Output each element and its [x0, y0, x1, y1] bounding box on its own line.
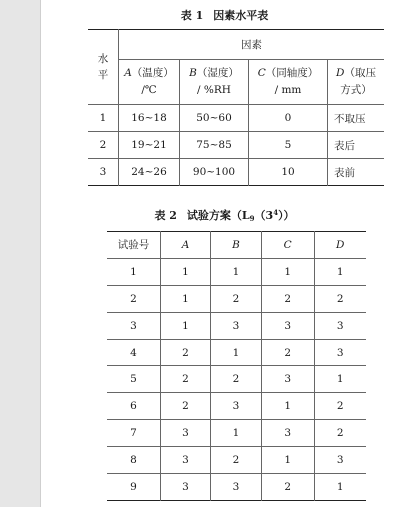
test-plan-table-body: [107, 232, 366, 501]
test-number-cell: 8: [107, 447, 161, 474]
level-header-char-1: 水: [97, 53, 109, 65]
factor-column-header: C: [261, 232, 314, 259]
test-plan-table: [107, 231, 366, 501]
level-cell: 2: [88, 132, 119, 159]
table2-caption-title: 试验方案（L: [186, 209, 250, 222]
factor-level-cell: 3: [261, 366, 314, 393]
table2-caption-mid: （3: [254, 209, 274, 222]
factor-level-cell: 2: [314, 420, 366, 447]
factor-c-unit: / mm: [274, 84, 302, 96]
factor-b-name: （湿度）: [196, 67, 239, 79]
factor-level-cell: 1: [161, 312, 211, 339]
factor-level-cell: 1: [211, 258, 262, 285]
factor-column-header: B: [211, 232, 262, 259]
test-number-cell: 5: [107, 366, 161, 393]
factor-d-unit: 方式）: [340, 84, 372, 96]
factor-level-cell: 2: [314, 285, 366, 312]
table1-header-row-2: [88, 60, 384, 105]
factor-a-name: （温度）: [131, 67, 174, 79]
factor-b-value: 90~100: [180, 159, 249, 186]
factor-b-value: 75~85: [180, 132, 249, 159]
factor-d-value: 不取压: [328, 105, 385, 132]
factor-level-cell: 1: [211, 420, 262, 447]
factor-level-cell: 3: [211, 474, 262, 501]
factor-a-value: 24~26: [119, 159, 180, 186]
factor-level-cell: 1: [261, 258, 314, 285]
factor-level-cell: 2: [211, 366, 262, 393]
table-row: [107, 258, 366, 285]
factor-d-letter: D: [336, 67, 345, 79]
factor-level-cell: 3: [211, 393, 262, 420]
factor-a-header: [119, 60, 180, 105]
factor-level-cell: 1: [314, 258, 366, 285]
table-row: [107, 420, 366, 447]
table-row: [107, 447, 366, 474]
test-number-cell: 2: [107, 285, 161, 312]
factor-level-cell: 2: [314, 393, 366, 420]
factor-level-cell: 2: [161, 366, 211, 393]
factor-level-cell: 2: [161, 393, 211, 420]
level-cell: 1: [88, 105, 119, 132]
table2-header-row: [107, 232, 366, 259]
table-row: [107, 339, 366, 366]
factor-level-cell: 3: [314, 339, 366, 366]
factor-level-cell: 1: [314, 366, 366, 393]
factor-a-value: 16~18: [119, 105, 180, 132]
factor-c-letter: C: [257, 67, 266, 79]
factor-level-cell: 2: [261, 474, 314, 501]
factor-level-cell: 3: [314, 447, 366, 474]
left-sidebar: [0, 0, 40, 507]
factor-level-cell: 3: [161, 420, 211, 447]
factor-level-cell: 3: [261, 312, 314, 339]
test-number-cell: 7: [107, 420, 161, 447]
table-row: [88, 132, 384, 159]
factor-d-value: 表前: [334, 166, 355, 179]
test-number-cell: 6: [107, 393, 161, 420]
factor-a-value: 19~21: [119, 132, 180, 159]
factor-level-cell: 2: [161, 339, 211, 366]
table1-header-row-1: [88, 30, 384, 60]
table2-caption-subscript: 9: [249, 214, 255, 223]
factor-level-cell: 3: [161, 474, 211, 501]
factor-c-value: 5: [249, 132, 328, 159]
table-row: [107, 393, 366, 420]
table2-caption-number: 表 2: [154, 209, 177, 222]
factor-b-letter: B: [189, 67, 197, 79]
table-row: [107, 285, 366, 312]
table1-level-header: [88, 30, 119, 105]
test-number-header: 试验号: [107, 232, 161, 259]
factor-a-unit: /℃: [141, 84, 157, 96]
test-number-cell: 9: [107, 474, 161, 501]
factor-column-header: A: [161, 232, 211, 259]
table-row: [107, 312, 366, 339]
factor-d-value: 表后: [328, 132, 385, 159]
factor-level-cell: 1: [261, 393, 314, 420]
factor-level-cell: 1: [261, 447, 314, 474]
factor-column-header: D: [314, 232, 366, 259]
table-row: [107, 474, 366, 501]
factor-c-value: 10: [249, 159, 328, 186]
factor-level-cell: 3: [161, 447, 211, 474]
factor-c-name: （同轴度）: [265, 67, 319, 79]
level-cell: 3: [88, 159, 119, 186]
factor-d-header: [328, 60, 385, 105]
factor-level-cell: 3: [314, 312, 366, 339]
factor-level-cell: 1: [161, 258, 211, 285]
table1-caption-number: 表 1: [180, 9, 204, 22]
test-number-cell: 1: [107, 258, 161, 285]
factor-c-value: 0: [249, 105, 328, 132]
factor-level-cell: 2: [211, 285, 262, 312]
table2-caption-superscript: 4: [273, 208, 279, 217]
factor-level-cell: 2: [261, 285, 314, 312]
factor-b-header: [180, 60, 249, 105]
table2-caption-end: ））: [278, 209, 295, 222]
table-row: [88, 159, 384, 186]
factor-level-cell: 2: [261, 339, 314, 366]
factor-level-cell: 3: [261, 420, 314, 447]
table1-factor-group-header: 因素: [119, 30, 385, 60]
sidebar-divider: [40, 0, 41, 507]
test-number-cell: 4: [107, 339, 161, 366]
factor-level-cell: 1: [336, 480, 344, 493]
factor-b-unit: / %RH: [197, 84, 231, 96]
table-row: [88, 105, 384, 132]
table-row: [107, 366, 366, 393]
factor-level-cell: 2: [211, 447, 262, 474]
factor-level-cell: 3: [211, 312, 262, 339]
factor-level-cell: 1: [161, 285, 211, 312]
level-header-char-2: 平: [97, 69, 109, 81]
table1-caption-title: 因素水平表: [213, 9, 269, 22]
factor-level-table: [88, 29, 384, 186]
factor-a-letter: A: [124, 67, 132, 79]
table2-caption: [41, 207, 408, 223]
factor-c-header: [249, 60, 328, 105]
factor-b-value: 50~60: [180, 105, 249, 132]
factor-level-cell: 1: [211, 339, 262, 366]
table1-caption: [41, 7, 408, 23]
factor-d-name: （取压: [344, 67, 376, 79]
test-number-cell: 3: [107, 312, 161, 339]
